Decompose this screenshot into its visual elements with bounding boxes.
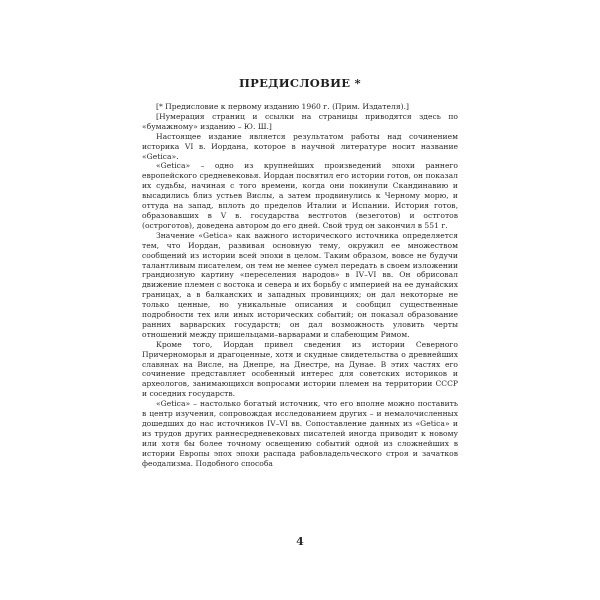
paragraph-significance: Значение «Getica» как важного исторического источника определяется тем, что Иордан, развивая основную тему, окружил ее множеством сообщений из истории всей эпохи в целом. Таким образом, вовсе не будучи талантливым писателем, он тем не менее сумел передать в своем изложении грандиозную картину «переселения народов» в IV–VI вв. Он обрисовал движение племен с востока и севера и их борьбу с империей на ее дунайских границах, а в балканских и западных провинциях; он дал некоторые не только ценные, но уникальные описания и сообщил существенные подробности тех или иных исторических событий; он показал образование ранних варварских государств; он дал возможность уловить черты отношений между пришельцами–варварами и слабеющим Римом. [142, 230, 458, 339]
footnote-edition: [* Предисловие к первому изданию 1960 г. (Прим. Издателя).] [156, 102, 409, 111]
paragraph-intro: Настоящее издание является результатом работы над сочинением историка VI в. Иордана, которое в научной литературе носит название «Getica». [142, 131, 458, 161]
document-page [142, 76, 458, 469]
footnote-pagination: [Нумерация страниц и ссылки на страницы приводятся здесь по «бумажному» изданию – Ю. Ш.] [142, 111, 458, 131]
paragraph-rich-source: «Getica» – настолько богатый источник, что его вполне можно поставить в центр изучения, сопровождая исследованием других – и немалочисленных дошедших до нас источников IV–VI вв. Сопоставление данных из «Getica» и из трудов других раннесредневековых писателей иногда приводит к новому или хотя бы более точному освещению событий одной из сложнейших в истории Европы эпох эпохи распада рабовладельческого строя и зачатков феодализма. Подобного способа [142, 399, 458, 468]
paragraph-slavs: Кроме того, Иордан привел сведения из истории Северного Причерноморья и драгоценные, хотя и скудные свидетельства о древнейших славянах на Висле, на Днепре, на Днестре, на Дунае. В этих частях его сочинение представляет особенный интерес для советских историков и археологов, занимающихся вопросами истории племен на территории СССР и соседних государств. [142, 339, 458, 399]
paragraph-getica-overview: «Getica» – одно из крупнейших произведений эпохи раннего европейского средневековья. Иордан посвятил его истории готов, он показал их судьбы, начиная с того времени, когда они покинули Скандинавию и высадились близ устьев Вислы, а затем продвинулись к Черному морю, и оттуда на запад, вплоть до пределов Италии и Испании. История готов, образовавших в V в. государства вестготов (везеготов) и остготов (остроготов), доведена автором до его дней. Свой труд он закончил в 551 г. [142, 161, 458, 230]
page-title: ПРЕДИСЛОВИЕ * [239, 76, 361, 90]
page-number: 4 [296, 535, 304, 548]
